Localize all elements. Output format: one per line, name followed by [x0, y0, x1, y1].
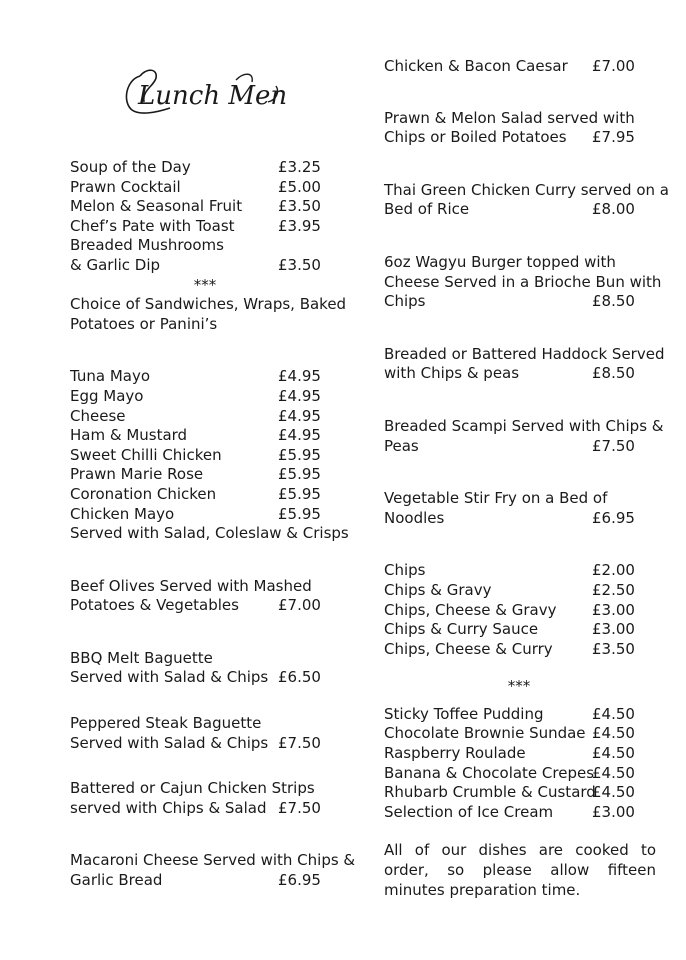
item-name: Thai Green Chicken Curry served on a [384, 180, 669, 199]
item-name: Noodles [384, 508, 445, 527]
item-price: £7.50 [592, 436, 635, 455]
menu-item [70, 367, 350, 387]
menu-item [384, 783, 658, 803]
menu-item-wagyu-burger [384, 252, 662, 312]
item-price: £8.50 [592, 292, 635, 311]
menu-item [384, 620, 658, 640]
item-name: Prawn & Melon Salad served with [384, 108, 635, 127]
menu-item [70, 407, 350, 427]
item-name: Egg Mayo [70, 386, 144, 405]
menu-item-thai-curry [384, 180, 669, 220]
menu-item [384, 764, 658, 784]
item-name: Breaded Mushrooms [70, 236, 224, 255]
menu-item [70, 505, 350, 525]
item-name: Chef’s Pate with Toast [70, 216, 235, 235]
menu-item [70, 197, 350, 217]
section-divider: *** [507, 677, 531, 696]
item-price: £3.00 [592, 802, 635, 821]
item-price: £3.95 [278, 216, 321, 235]
item-price: £5.95 [278, 465, 321, 484]
item-name: Breaded Scampi Served with Chips & [384, 416, 664, 435]
item-name: Tuna Mayo [70, 367, 151, 386]
item-price: £6.95 [592, 508, 635, 527]
menu-item [384, 744, 658, 764]
item-name: Breaded or Battered Haddock Served [384, 344, 665, 363]
chips-list [384, 561, 658, 659]
menu-item-macaroni [70, 851, 356, 890]
fillings-note [70, 524, 350, 544]
item-name: Melon & Seasonal Fruit [70, 197, 243, 216]
item-name: Prawn Cocktail [70, 177, 181, 196]
starters-list [70, 158, 350, 276]
item-price: £5.95 [278, 504, 321, 523]
item-name: 6oz Wagyu Burger topped with [384, 252, 616, 271]
menu-item [70, 465, 350, 485]
menu-item [70, 178, 350, 198]
menu-item-caesar [384, 57, 658, 77]
menu-item [384, 561, 658, 581]
item-price: £5.95 [278, 445, 321, 464]
item-name: Macaroni Cheese Served with Chips & [70, 851, 356, 870]
menu-item [384, 581, 658, 601]
item-price: £5.95 [278, 484, 321, 503]
item-name: Sticky Toffee Pudding [384, 704, 544, 723]
item-price: £4.50 [592, 783, 635, 802]
item-name: Chips [384, 292, 426, 311]
item-price: £7.50 [278, 733, 321, 752]
menu-item-beef-olives [70, 577, 350, 616]
item-price: £8.50 [592, 364, 635, 383]
right-column [384, 57, 669, 900]
fillings-list [70, 367, 350, 543]
note-text: Served with Salad, Coleslaw & Crisps [70, 524, 349, 543]
item-price: £4.95 [278, 367, 321, 386]
item-price: £7.95 [592, 128, 635, 147]
menu-item-steak-baguette [70, 714, 350, 753]
item-name: Chicken Mayo [70, 504, 175, 523]
item-price: £4.50 [592, 704, 635, 723]
item-price: £8.00 [592, 200, 635, 219]
item-name: Vegetable Stir Fry on a Bed of [384, 489, 608, 508]
item-name: Garlic Bread [70, 871, 163, 890]
item-name: Chips or Boiled Potatoes [384, 128, 567, 147]
left-column [70, 158, 356, 891]
svg-text:Lunch Menu: Lunch Menu [138, 81, 288, 111]
menu-item [70, 387, 350, 407]
item-price: £3.50 [278, 197, 321, 216]
section-divider: *** [193, 275, 217, 294]
menu-title-logo [118, 62, 288, 122]
menu-item [384, 803, 658, 823]
item-name: Soup of the Day [70, 158, 191, 176]
item-name: with Chips & peas [384, 364, 520, 383]
item-name: Chips, Cheese & Gravy [384, 600, 557, 619]
menu-item [70, 426, 350, 446]
item-price: £4.50 [592, 763, 635, 782]
menu-item [70, 485, 350, 505]
menu-item [384, 705, 658, 725]
menu-item-haddock [384, 344, 665, 384]
item-name: Served with Salad & Chips [70, 733, 269, 752]
item-price: £4.95 [278, 386, 321, 405]
item-name: Chicken & Bacon Caesar [384, 57, 568, 75]
item-price: £6.50 [278, 668, 321, 687]
sandwich-intro [70, 295, 350, 334]
item-name: Chips, Cheese & Curry [384, 639, 553, 658]
item-name: Chips & Curry Sauce [384, 620, 539, 639]
item-price: £3.50 [278, 255, 321, 274]
item-name: Cheese [70, 406, 126, 425]
item-price: £4.95 [278, 406, 321, 425]
item-name: Coronation Chicken [70, 484, 217, 503]
item-price: £4.50 [592, 744, 635, 763]
item-name: & Garlic Dip [70, 255, 161, 274]
item-name: Battered or Cajun Chicken Strips [70, 779, 315, 798]
item-price: £2.00 [592, 561, 635, 580]
item-name: BBQ Melt Baguette [70, 648, 213, 667]
desserts-list [384, 705, 658, 823]
preparation-note: All of our dishes are cooked to order, so please allow fifteen minutes preparation time. [384, 841, 656, 900]
item-price: £7.00 [278, 596, 321, 615]
item-name: Beef Olives Served with Mashed [70, 576, 312, 595]
menu-item [70, 217, 350, 237]
menu-item [70, 158, 350, 178]
intro-line: Choice of Sandwiches, Wraps, Baked [70, 295, 347, 314]
item-name: Served with Salad & Chips [70, 668, 269, 687]
menu-item-line [70, 236, 350, 256]
menu-item-bbq-baguette [70, 649, 350, 688]
item-price: £7.50 [278, 798, 321, 817]
item-price: £3.50 [592, 639, 635, 658]
item-price: £4.95 [278, 426, 321, 445]
item-name: Prawn Marie Rose [70, 465, 204, 484]
menu-item [384, 724, 658, 744]
item-name: Ham & Mustard [70, 426, 188, 445]
item-price: £5.00 [278, 177, 321, 196]
menu-item [70, 256, 350, 276]
item-name: Chips & Gravy [384, 580, 492, 599]
menu-title [118, 62, 288, 122]
item-name: Chocolate Brownie Sundae [384, 724, 586, 743]
menu-item-scampi [384, 416, 664, 456]
item-name: Chips [384, 561, 426, 580]
item-name: Cheese Served in a Brioche Bun with [384, 272, 662, 291]
item-price: £3.00 [592, 620, 635, 639]
item-name: Selection of Ice Cream [384, 802, 554, 821]
item-name: served with Chips & Salad [70, 798, 267, 817]
item-name: Peppered Steak Baguette [70, 714, 262, 733]
item-price: £2.50 [592, 580, 635, 599]
item-name: Raspberry Roulade [384, 744, 526, 763]
item-price: £4.50 [592, 724, 635, 743]
menu-item [70, 446, 350, 466]
item-name: Rhubarb Crumble & Custard [384, 783, 596, 802]
item-name: Sweet Chilli Chicken [70, 445, 222, 464]
item-name: Banana & Chocolate Crepes [384, 763, 595, 782]
intro-line: Potatoes or Panini’s [70, 314, 218, 333]
item-name: Bed of Rice [384, 200, 470, 219]
item-name: Potatoes & Vegetables [70, 596, 239, 615]
menu-item [384, 601, 658, 621]
item-name: Peas [384, 436, 419, 455]
menu-item-prawn-melon [384, 109, 658, 148]
item-price: £6.95 [278, 871, 321, 890]
item-price: £3.25 [278, 158, 321, 176]
item-price: £7.00 [592, 57, 635, 75]
item-price: £3.00 [592, 600, 635, 619]
menu-item-chicken-strips [70, 779, 350, 818]
menu-item [384, 640, 658, 660]
menu-item-stir-fry [384, 489, 658, 528]
